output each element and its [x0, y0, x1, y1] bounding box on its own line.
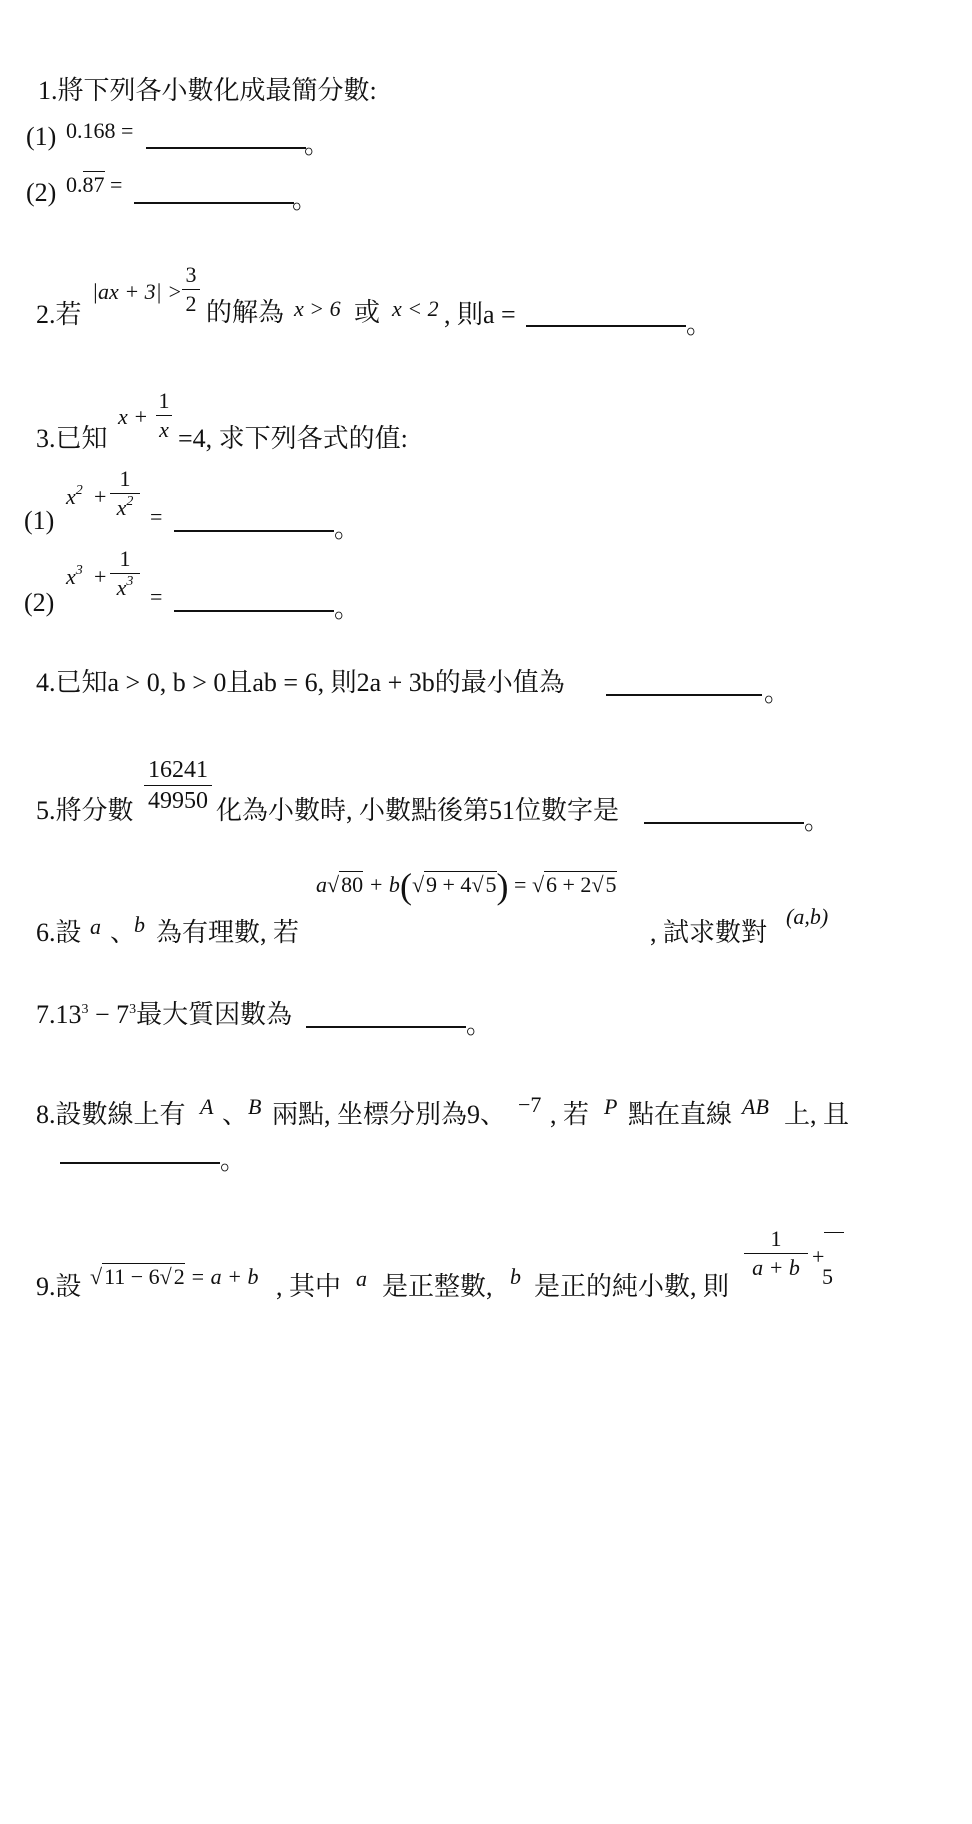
question-3-lead: 3.已知 — [36, 424, 108, 453]
q8-mid-text-2: , 若 — [550, 1100, 590, 1129]
q6-equation: a√80 + b(√9 + 4√5) = √6 + 2√5 — [316, 866, 617, 906]
q3-part1-x-squared: $x^2$ — [66, 483, 83, 509]
q9-mid-text: , 其中 — [276, 1272, 342, 1301]
q2-tail: , 則a = — [444, 300, 516, 329]
q8-neg-seven: −7 — [518, 1092, 542, 1117]
question-8-lead: 8.設數線上有 — [36, 1100, 186, 1129]
q3-x-plus: x + — [118, 404, 149, 429]
q9-equation: √11 − 6√2 = a + b — [90, 1264, 259, 1289]
q5-fraction: 16241 49950 — [144, 756, 212, 815]
q7-answer-blank[interactable] — [306, 1026, 466, 1028]
question-4-text: 4.已知a > 0, b > 0且ab = 6, 則2a + 3b的最小值為 — [36, 668, 565, 697]
q9-fraction-2-denominator: 5 — [822, 1264, 833, 1289]
q8-point-a: A — [200, 1094, 214, 1119]
q3-part1-fraction: 1 $x^2$ — [110, 466, 140, 521]
q1-part1-period: 。 — [304, 130, 331, 159]
q1-part2-answer-blank[interactable] — [134, 202, 294, 204]
q3-part1-plus: + — [94, 484, 107, 509]
question-1-prompt: 1.將下列各小數化成最簡分數: — [38, 76, 377, 105]
q3-part2-x-cubed: $x^3$ — [66, 563, 83, 589]
q8-answer-blank[interactable] — [60, 1162, 220, 1164]
q9-var-b: b — [510, 1264, 521, 1289]
q3-part2-period: 。 — [334, 594, 361, 623]
q7-period: 。 — [466, 1010, 493, 1039]
q9-mid-text-2: 是正整數, — [382, 1272, 493, 1301]
question-7-text: $7.13^3 - 7^3$最大質因數為 — [36, 1000, 293, 1029]
q8-mid-text: 兩點, 坐標分別為9、 — [272, 1100, 507, 1129]
q9-fraction-2-bar — [824, 1232, 844, 1233]
q8-separator: 、 — [222, 1100, 249, 1129]
q3-part2-answer-blank[interactable] — [174, 610, 334, 612]
repeating-decimal-bar: 87 — [82, 172, 105, 197]
q2-period: 。 — [686, 310, 713, 339]
q8-tail: 上, 且 — [784, 1100, 850, 1129]
q8-mid-text-3: 點在直線 — [628, 1100, 733, 1129]
q5-tail: 化為小數時, 小數點後第51位數字是 — [216, 796, 620, 825]
q6-var-a: a — [90, 914, 101, 939]
q3-part1-answer-blank[interactable] — [174, 530, 334, 532]
q2-or: 或 — [354, 298, 381, 327]
question-2-lead: 2.若 — [36, 300, 82, 329]
q8-point-b: B — [248, 1094, 262, 1119]
q5-period: 。 — [804, 806, 831, 835]
q3-part1-period: 。 — [334, 514, 361, 543]
q2-fraction: 3 2 — [182, 262, 200, 317]
q1-part2-expression: 0.87 = — [66, 172, 123, 197]
question-6-lead: 6.設 — [36, 918, 82, 947]
q6-mid-text: 為有理數, 若 — [156, 918, 300, 947]
q1-part1-label: (1) — [26, 122, 57, 151]
q5-answer-blank[interactable] — [644, 822, 804, 824]
q8-period: 。 — [220, 1146, 247, 1175]
q1-part1-expression: 0.168 = — [66, 118, 134, 143]
q6-ordered-pair: (a,b) — [786, 904, 829, 929]
q3-part1-equals: = — [150, 504, 163, 529]
q3-part2-equals: = — [150, 584, 163, 609]
q2-solution-text: 的解為 — [206, 298, 285, 327]
q6-tail: , 試求數對 — [650, 918, 768, 947]
question-5-lead: 5.將分數 — [36, 796, 134, 825]
q9-fraction: 1 a + b — [744, 1226, 808, 1281]
q8-line-ab: AB — [742, 1094, 769, 1119]
q4-period: 。 — [764, 678, 791, 707]
q1-part2-period: 。 — [292, 185, 319, 214]
q3-part2-plus: + — [94, 564, 107, 589]
q1-part1-answer-blank[interactable] — [146, 147, 306, 149]
q3-part2-label: (2) — [24, 588, 55, 617]
q4-answer-blank[interactable] — [606, 694, 762, 696]
q2-abs-expression: |ax + 3| > — [92, 279, 183, 304]
q9-plus: + — [812, 1244, 825, 1269]
q6-separator: 、 — [110, 918, 137, 947]
q3-fraction: 1 x — [156, 388, 172, 443]
q2-condition-1: x > 6 — [294, 296, 341, 321]
q3-part2-fraction: 1 $x^3$ — [110, 546, 140, 601]
q9-mid-text-3: 是正的純小數, 則 — [534, 1272, 730, 1301]
q2-condition-2: x < 2 — [392, 296, 439, 321]
q2-answer-blank[interactable] — [526, 325, 686, 327]
q8-point-p: P — [604, 1094, 618, 1119]
q3-part1-label: (1) — [24, 506, 55, 535]
q3-tail: =4, 求下列各式的值: — [178, 424, 408, 453]
q1-part2-label: (2) — [26, 178, 57, 207]
question-9-lead: 9.設 — [36, 1272, 82, 1301]
q9-var-a: a — [356, 1266, 367, 1291]
q6-var-b: b — [134, 912, 145, 937]
